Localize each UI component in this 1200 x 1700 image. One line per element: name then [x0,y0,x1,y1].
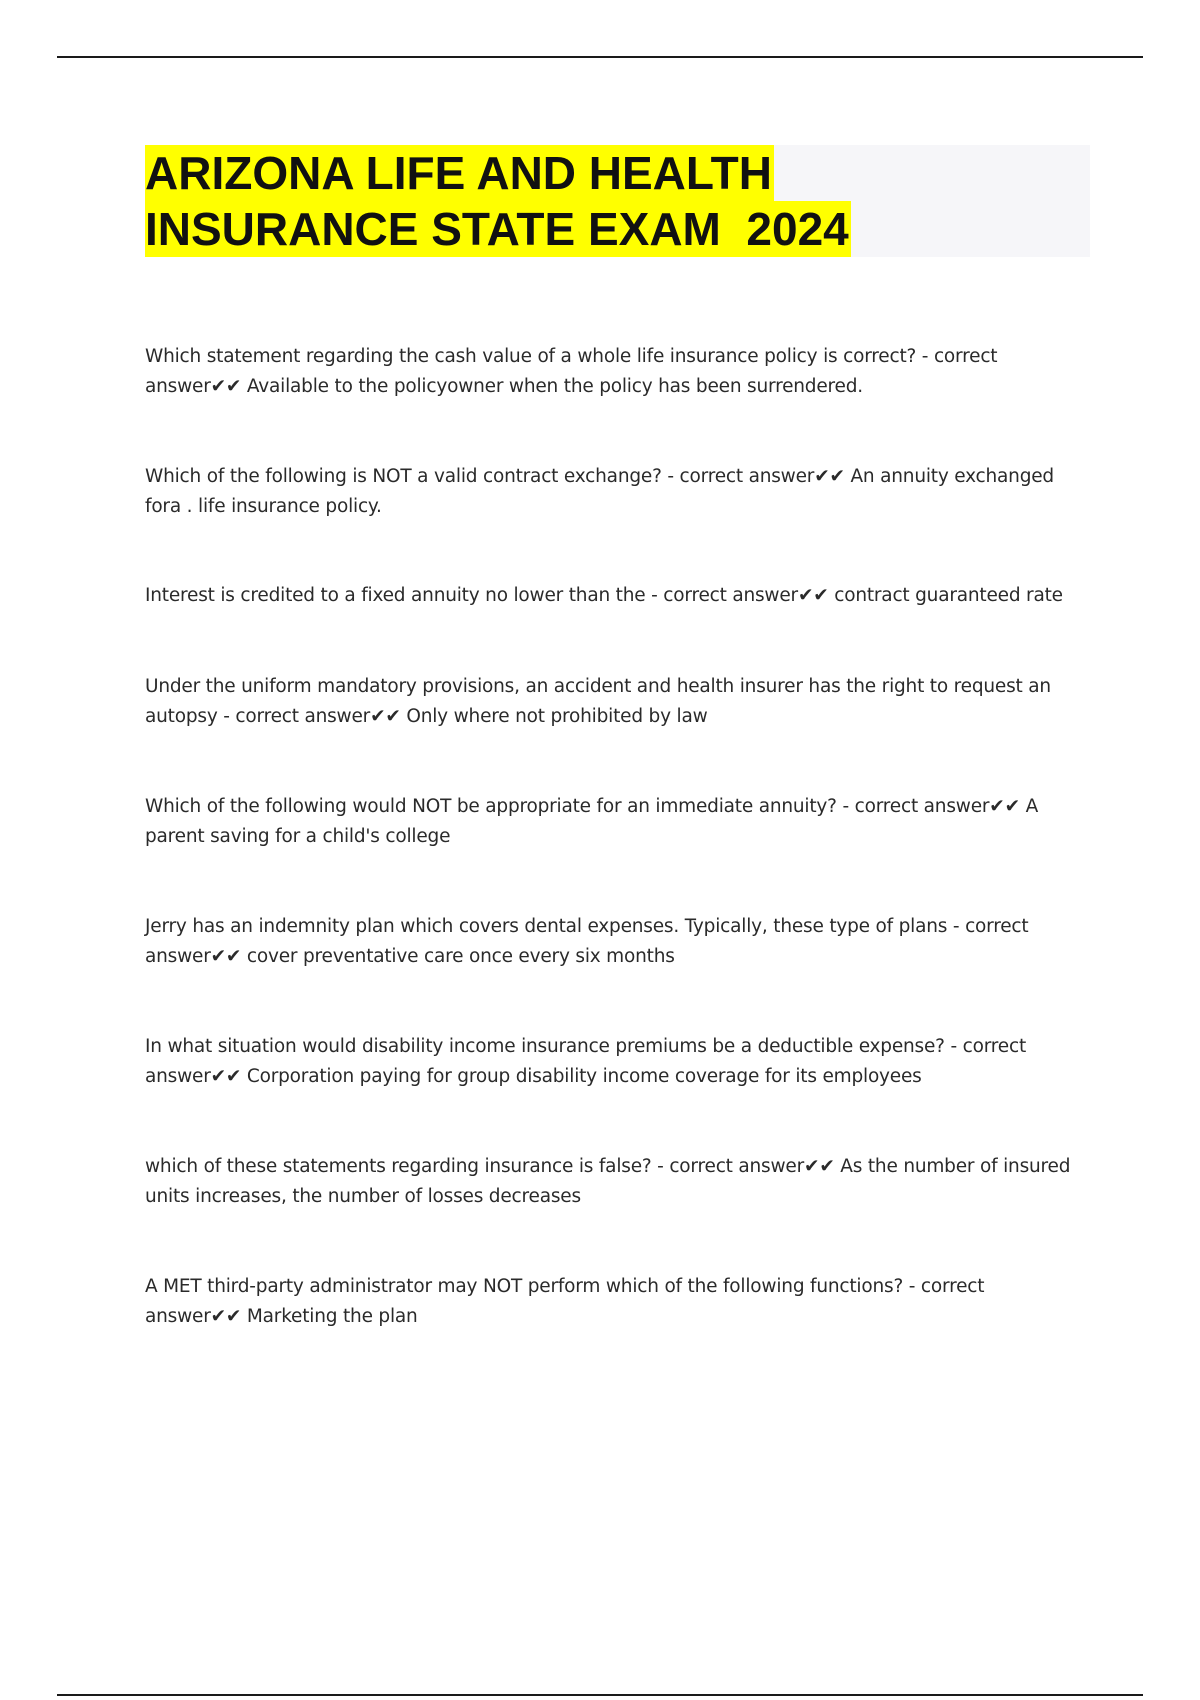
title-block [145,145,1090,257]
qa-item: Interest is credited to a fixed annuity no lower than the - correct answer✔✔ contract guaranteed rate [145,585,1063,606]
document-title-line-1: ARIZONA LIFE AND HEALTH [145,147,772,199]
qa-item: Under the uniform mandatory provisions, an accident and health insurer has the right to request an autopsy - correct answer✔✔ Only where not prohibited by law [145,676,1051,727]
qa-item: Which of the following would NOT be appropriate for an immediate annuity? - correct answer✔✔ A parent saving for a child's college [145,796,1039,847]
qa-item: A MET third-party administrator may NOT perform which of the following functions? - correct answer✔✔ Marketing the plan [145,1276,985,1327]
qa-item: Jerry has an indemnity plan which covers dental expenses. Typically, these type of plans - correct answer✔✔ cover preventative care once every six months [145,916,1029,967]
top-rule [57,56,1143,58]
bottom-rule [57,1694,1143,1696]
qa-item: In what situation would disability income insurance premiums be a deductible expense? - correct answer✔✔ Corporation paying for group disability income coverage for its employees [145,1036,1026,1087]
qa-item: Which of the following is NOT a valid contract exchange? - correct answer✔✔ An annuity exchanged fora . life insurance policy. [145,466,1054,517]
document-title-line-2: INSURANCE STATE EXAM 2024 [145,203,849,255]
qa-item: Which statement regarding the cash value of a whole life insurance policy is correct? - correct answer✔✔ Available to the policyowner when the policy has been surrendered. [145,346,998,397]
qa-item: which of these statements regarding insurance is false? - correct answer✔✔ As the number of insured units increases, the number of losses decreases [145,1156,1071,1207]
